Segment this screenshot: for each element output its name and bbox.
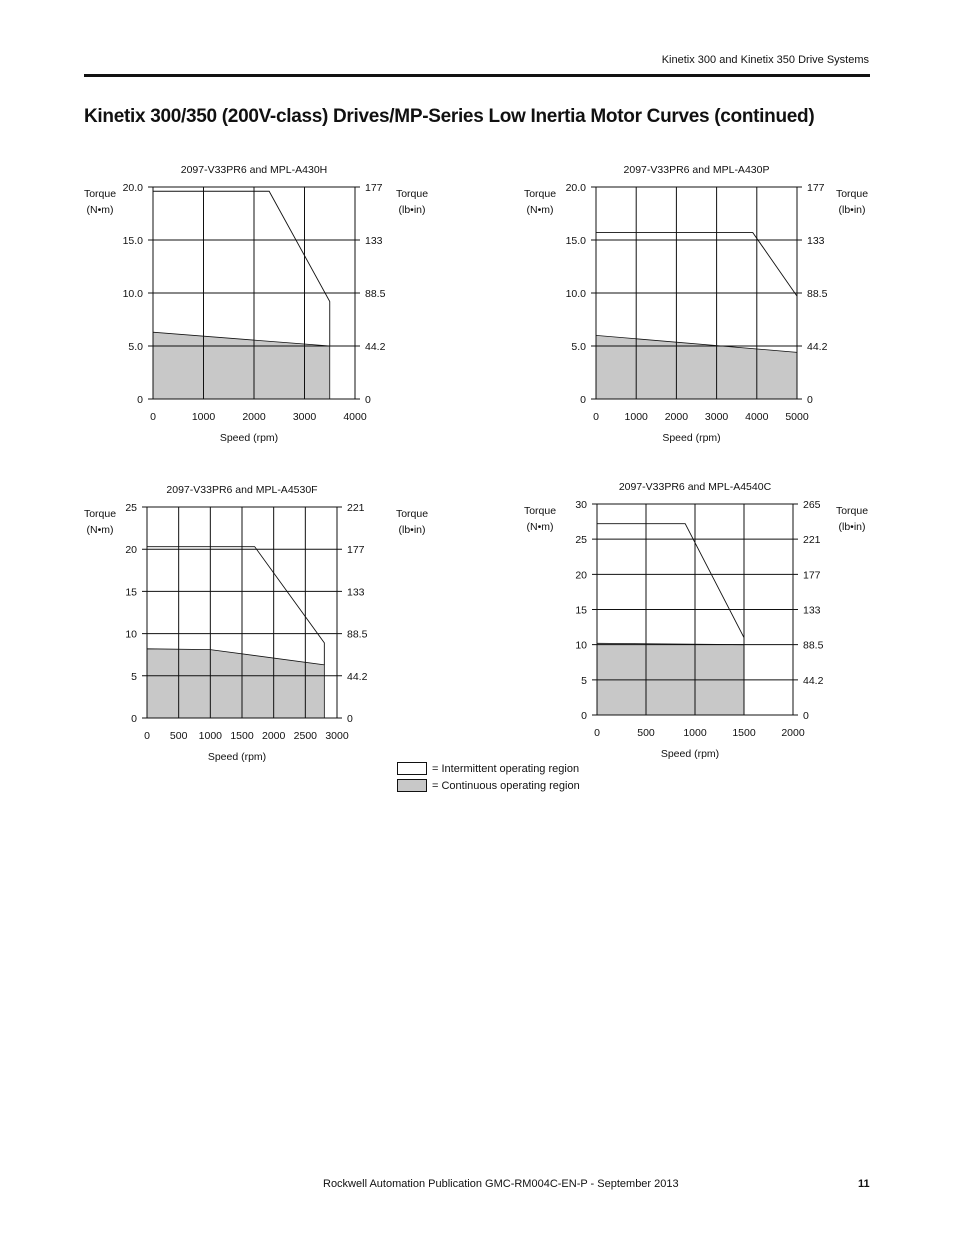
- chart-mpl-a430p: [500, 150, 890, 460]
- y-tick-label-right: 221: [347, 502, 365, 514]
- y-axis-label-right: Torque: [395, 188, 429, 200]
- y-axis-label-right: Torque: [395, 508, 429, 520]
- y-tick-label-right: 44.2: [803, 674, 824, 687]
- x-axis-label: Speed (rpm): [662, 432, 721, 444]
- y-axis-label-right: Torque: [835, 188, 869, 200]
- x-tick-label: 0: [594, 727, 600, 739]
- legend-label-continuous: = Continuous operating region: [432, 779, 580, 792]
- x-tick-label: 1500: [732, 727, 756, 739]
- legend-swatch-continuous: [397, 779, 427, 792]
- y-tick-label-right: 133: [803, 604, 821, 617]
- continuous-region: [147, 649, 324, 718]
- y-tick-label-right: 133: [807, 235, 825, 247]
- y-axis-label-left: Torque: [83, 188, 117, 200]
- page-number: 11: [858, 1178, 870, 1190]
- y-tick-label-left: 10: [575, 639, 587, 652]
- y-tick-label-left: 15: [575, 604, 587, 617]
- y-tick-label-left: 20: [575, 569, 587, 582]
- x-tick-label: 2500: [293, 730, 318, 742]
- x-axis-label: Speed (rpm): [660, 748, 720, 760]
- y-tick-label-left: 10.0: [122, 288, 143, 300]
- x-tick-label: 3000: [325, 730, 349, 742]
- y-tick-label-right: 133: [347, 586, 365, 599]
- x-tick-label: 2000: [261, 730, 286, 742]
- x-tick-label: 1000: [191, 411, 216, 423]
- y-tick-label-right: 88.5: [807, 288, 828, 300]
- chart-title: 2097-V33PR6 and MPL-A430P: [623, 164, 770, 176]
- y-axis-label-left: (N•m): [526, 204, 554, 216]
- y-tick-label-left: 10: [125, 628, 137, 641]
- y-tick-label-right: 88.5: [365, 288, 386, 300]
- y-tick-label-right: 0: [365, 394, 371, 406]
- continuous-region: [153, 332, 330, 399]
- y-tick-label-right: 221: [803, 534, 821, 547]
- x-tick-label: 3000: [704, 411, 729, 423]
- y-axis-label-right: (lb•in): [398, 524, 426, 536]
- y-tick-label-left: 15: [125, 586, 137, 599]
- y-tick-label-right: 88.5: [803, 639, 824, 652]
- x-tick-label: 0: [150, 411, 156, 423]
- y-tick-label-right: 44.2: [807, 341, 828, 353]
- y-axis-label-left: (N•m): [86, 524, 114, 536]
- chart-mpl-a4540c: [500, 466, 890, 776]
- footer-publication: Rockwell Automation Publication GMC-RM004C-EN-P - September 2013: [323, 1178, 679, 1190]
- y-axis-label-right: (lb•in): [838, 204, 866, 216]
- y-tick-label-left: 25: [125, 502, 137, 514]
- chart-mpl-a430h: [60, 150, 450, 460]
- x-axis-label: Speed (rpm): [219, 432, 279, 444]
- chart-title: 2097-V33PR6 and MPL-A430H: [180, 164, 328, 176]
- x-axis-label: Speed (rpm): [207, 751, 267, 763]
- y-axis-label-left: (N•m): [526, 521, 554, 533]
- y-tick-label-left: 20.0: [122, 182, 143, 194]
- x-tick-label: 2000: [781, 727, 805, 739]
- y-axis-label-right: (lb•in): [398, 204, 426, 216]
- x-tick-label: 500: [637, 727, 655, 739]
- y-tick-label-left: 15.0: [565, 235, 586, 247]
- y-tick-label-left: 5: [581, 674, 587, 687]
- y-tick-label-right: 177: [807, 182, 825, 194]
- y-tick-label-left: 0: [137, 394, 143, 406]
- x-tick-label: 5000: [785, 411, 809, 423]
- x-tick-label: 4000: [745, 411, 769, 423]
- y-tick-label-right: 88.5: [347, 628, 368, 641]
- x-tick-label: 1000: [624, 411, 648, 423]
- y-axis-label-left: Torque: [83, 508, 117, 520]
- y-tick-label-right: 44.2: [347, 670, 368, 683]
- x-tick-label: 3000: [292, 411, 317, 423]
- x-tick-label: 0: [593, 411, 599, 423]
- y-axis-label-left: Torque: [523, 505, 557, 517]
- legend-item-intermittent: [397, 760, 580, 777]
- y-tick-label-right: 0: [803, 710, 809, 722]
- y-tick-label-right: 177: [365, 182, 383, 194]
- y-tick-label-left: 10.0: [565, 288, 586, 300]
- x-tick-label: 1500: [230, 730, 254, 742]
- page-heading: Kinetix 300/350 (200V-class) Drives/MP-Series Low Inertia Motor Curves (continued): [84, 106, 815, 127]
- y-tick-label-left: 30: [575, 499, 587, 511]
- x-tick-label: 1000: [198, 730, 223, 742]
- y-tick-label-left: 0: [580, 394, 586, 406]
- y-axis-label-left: (N•m): [86, 204, 114, 216]
- y-tick-label-right: 133: [365, 235, 383, 247]
- x-tick-label: 2000: [242, 411, 266, 423]
- y-tick-label-left: 20: [125, 544, 137, 557]
- running-header: Kinetix 300 and Kinetix 350 Drive Systems: [661, 54, 869, 66]
- y-axis-label-left: Torque: [523, 188, 557, 200]
- chart-title: 2097-V33PR6 and MPL-A4540C: [618, 481, 772, 493]
- legend-label-intermittent: = Intermittent operating region: [432, 762, 580, 775]
- y-tick-label-left: 20.0: [565, 182, 586, 194]
- y-tick-label-left: 5.0: [128, 341, 143, 353]
- x-tick-label: 500: [169, 730, 188, 742]
- y-tick-label-left: 5: [131, 670, 137, 683]
- x-tick-label: 4000: [343, 411, 367, 423]
- chart-mpl-a4530f: [60, 466, 450, 776]
- legend: [397, 760, 580, 794]
- y-tick-label-right: 44.2: [365, 341, 386, 353]
- y-axis-label-right: Torque: [835, 505, 869, 517]
- y-tick-label-left: 0: [581, 710, 587, 722]
- y-tick-label-left: 5.0: [571, 341, 586, 353]
- x-tick-label: 1000: [683, 727, 707, 739]
- y-tick-label-right: 177: [347, 544, 365, 557]
- legend-swatch-intermittent: [397, 762, 427, 775]
- y-tick-label-left: 15.0: [122, 235, 143, 247]
- x-tick-label: 0: [144, 730, 150, 742]
- chart-title: 2097-V33PR6 and MPL-A4530F: [166, 484, 318, 496]
- y-axis-label-right: (lb•in): [838, 521, 866, 533]
- y-tick-label-right: 0: [347, 713, 353, 725]
- y-tick-label-right: 265: [803, 499, 821, 511]
- legend-item-continuous: [397, 777, 580, 794]
- continuous-region: [596, 335, 797, 399]
- y-tick-label-left: 25: [575, 534, 587, 547]
- y-tick-label-right: 177: [803, 569, 821, 582]
- header-rule: [84, 74, 870, 77]
- y-tick-label-left: 0: [131, 713, 137, 725]
- y-tick-label-right: 0: [807, 394, 813, 406]
- x-tick-label: 2000: [664, 411, 689, 423]
- continuous-region: [597, 643, 744, 715]
